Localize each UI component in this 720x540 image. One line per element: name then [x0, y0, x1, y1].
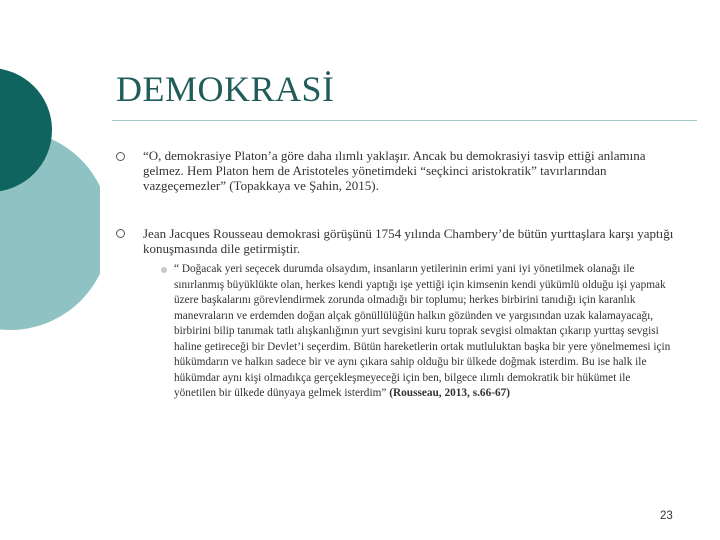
bullet-text: “O, demokrasiye Platon’a göre daha ılımlı yaklaşır. Ancak bu demokrasiyi tasvip ettiği anlamına gelmez. Hem Platon hem de Aristoteles yönetimdeki “seçkinci aristokratik” tavırlarından vazgeçemezler” (Topakkaya ve Şahin, 2015). [143, 148, 646, 193]
slide-title: DEMOKRASİ [116, 69, 335, 109]
rousseau-quote [174, 262, 674, 402]
title-divider [112, 120, 697, 121]
bullet-ring-icon [116, 229, 125, 238]
sub-bullet-dot-icon [161, 267, 167, 273]
bullet-ring-icon [116, 152, 125, 161]
quote-citation: (Rousseau, 2013, s.66-67) [389, 387, 511, 399]
page-number: 23 [660, 510, 673, 522]
quote-text: “ Doğacak yeri seçecek durumda olsaydım, insanların yetilerinin erimi yani iyi yönetilmek olanağı ile sınırlanmış büyüklükte olan, herkes kendi yaptığı işe yettiği için kimsenin kendi yükümlü olduğu işi yapmak üzere başkalarını görevlendirmek zorunda olmadığı bir toplumu; herkes birbirini tanıdığı için karanlık manevraların ve erdemden doğan alçak gönüllülüğün halkın gözünden ve yargısından uzak kalamayacağı, birbirini bilip tanımak tatlı alışkanlığının yurt sevgisini kuru toprak sevgisi olmaktan çıkarıp yurttaş sevgisi haline getireceği bir Devlet’i seçerdim. Bütün hareketlerin ortak mutluluktan başka bir yere yönelmemesi için hükümdarın ve halkın sadece bir ve aynı çıkara sahip olduğu bir ülkede doğmak isterdim. Bu ise halk ile hükümdar aynı kişi olmadıkça gerçekleşmeyeceği için ben, bilgece ılımlı demokratik bir hükümet ile yönetilen bir ülkede dünyaya gelmek isterdim” [174, 263, 671, 399]
bullet-text: Jean Jacques Rousseau demokrasi görüşünü 1754 yılında Chambery’de bütün yurttaşlara karşı yaptığı konuşmasında dile getirmiştir. [143, 226, 674, 256]
decorative-circles [0, 0, 100, 340]
